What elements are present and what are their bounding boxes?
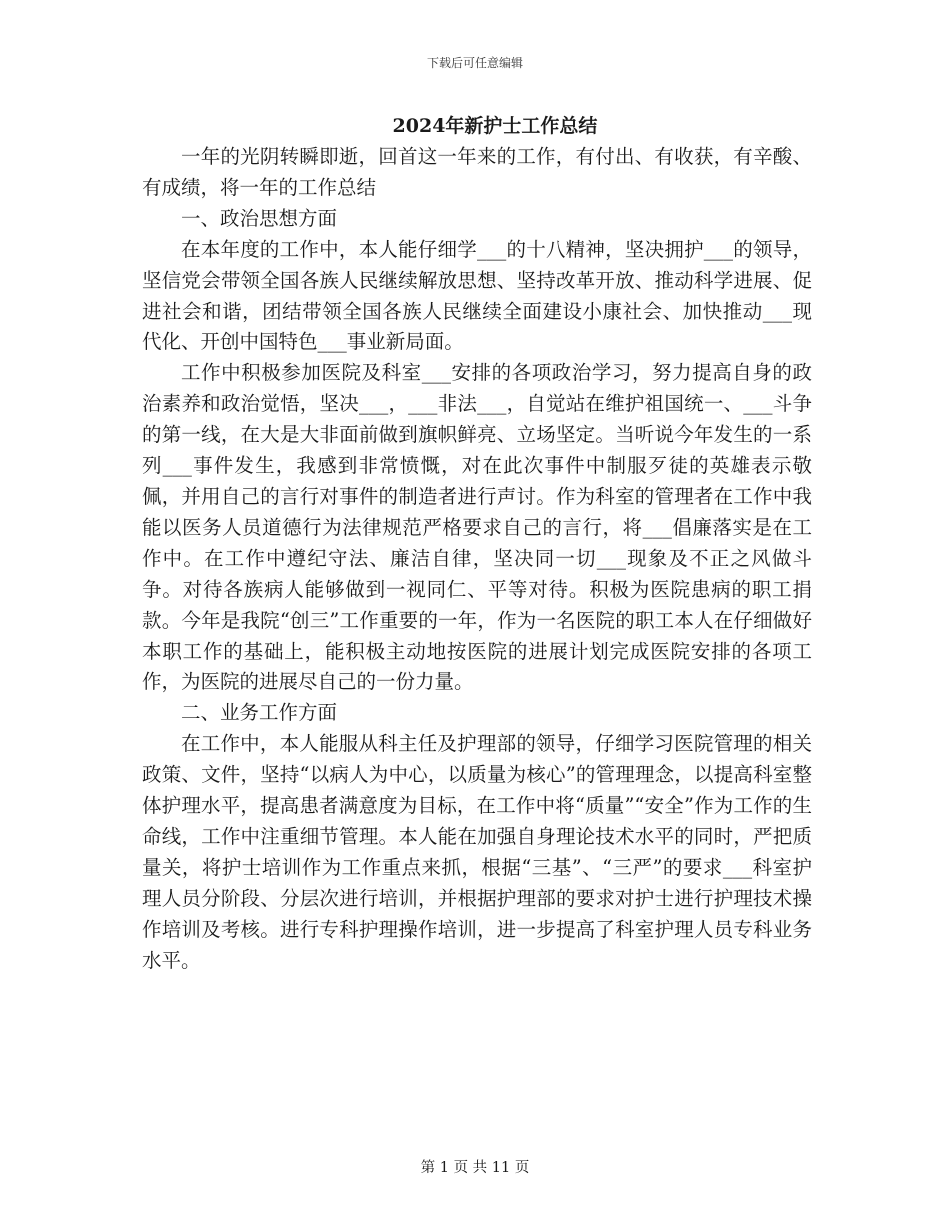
header-note: 下载后可任意编辑: [426, 56, 523, 70]
document-title: 2024年新护士工作总结: [392, 115, 598, 137]
paragraph-business-work: 在工作中，本人能服从科主任及护理部的领导，仔细学习医院管理的相关政策、文件，坚持“以病人为中心，以质量为核心”的管理理念，以提高科室整体护理水平，提高患者满意度为目标，在工作中将“质量”“安全”作为工作的生命线，工作中注重细节管理。本人能在加强自身理论技术水平的同时，严把质量关，将护士培训作为工作重点来抓，根据“三基”、“三严”的要求___科室护理人员分阶段、分层次进行培训，并根据护理部的要求对护士进行护理技术操作培训及考核。进行专科护理操作培训，进一步提高了科室护理人员专科业务水平。: [142, 732, 812, 972]
section-heading-business: 二、业务工作方面: [181, 701, 338, 725]
paragraph-political-work: 工作中积极参加医院及科室___安排的各项政治学习，努力提高自身的政治素养和政治觉悟，坚决___，___非法___，自觉站在维护祖国统一、___斗争的第一线，在大是大非面前做到旗帜鲜亮、立场坚定。当听说今年发生的一系列___事件发生，我感到非常愤慨，对在此次事件中制服歹徒的英雄表示敬佩，并用自己的言行对事件的制造者进行声讨。作为科室的管理者在工作中我能以医务人员道德行为法律规范严格要求自己的言行，将___倡廉落实是在工作中。在工作中遵纪守法、廉洁自律，坚决同一切___现象及不正之风做斗争。对待各族病人能够做到一视同仁、平等对待。积极为医院患病的职工捐款。今年是我院“创三”工作重要的一年，作为一名医院的职工本人在仔细做好本职工作的基础上，能积极主动地按医院的进展计划完成医院安排的各项工作，为医院的进展尽自己的一份力量。: [142, 361, 812, 694]
document-body: [142, 142, 812, 976]
intro-paragraph: 一年的光阴转瞬即逝，回首这一年来的工作，有付出、有收获，有辛酸、有成绩，将一年的工作总结: [142, 145, 812, 199]
paragraph-political-study: 在本年度的工作中，本人能仔细学___的十八精神，坚决拥护___的领导，坚信党会带领全国各族人民继续解放思想、坚持改革开放、推动科学进展、促进社会和谐，团结带领全国各族人民继续全面建设小康社会、加快推动___现代化、开创中国特色___事业新局面。: [142, 237, 812, 354]
section-heading-political: 一、政治思想方面: [181, 206, 338, 230]
page-footer: 第 1 页 共 11 页: [420, 1160, 530, 1176]
